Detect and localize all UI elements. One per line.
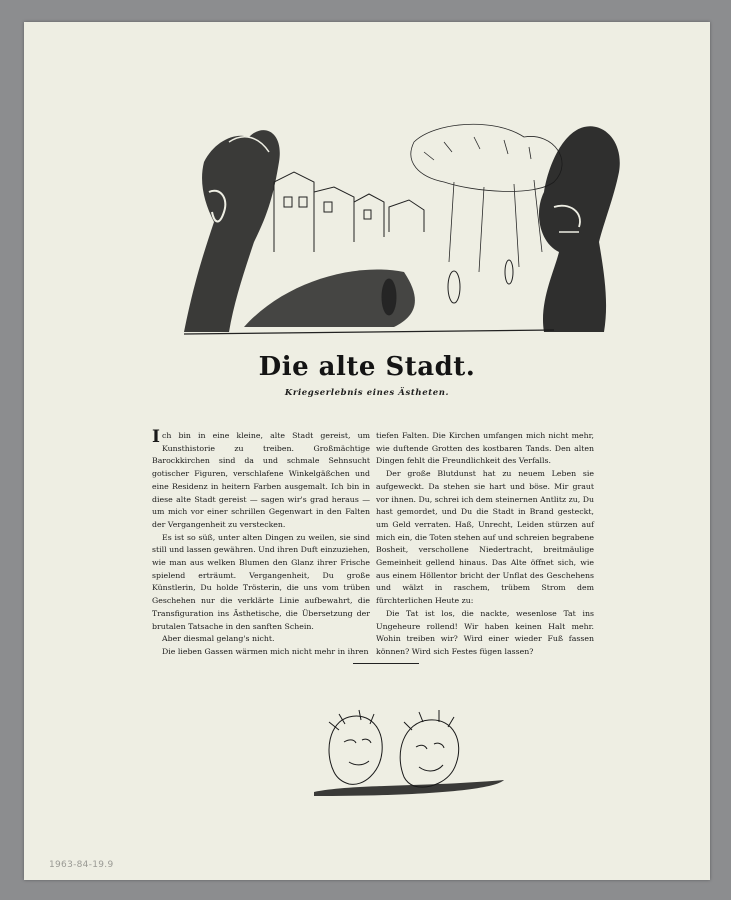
town-buildings (274, 172, 424, 252)
text-column-right (376, 430, 594, 659)
two-heads-illustration (304, 692, 524, 802)
trees (411, 124, 562, 272)
paragraph: Ich bin in eine kleine, alte Stadt gereist, um Kunsthistorie zu treiben. Großmächtige Barockkirchen sind da und schmale Sehnsucht gotischer Figuren, verschlafene Winkelgäßchen und eine Residenz in heitern Farben ausgemalt. Ich bin in diese alte Stadt gereist — sagen wir's grad heraus — um mich vor einer schrillen Gegenwart in den Falten der Vergangenheit zu verstecken. (152, 427, 370, 529)
paragraph: Aber diesmal gelang's nicht. (162, 634, 275, 644)
paragraph: tiefen Falten. Die Kirchen umfangen mich nicht mehr, wie duftende Grotten des kostbaren Tands. Den alten Dingen fehlt die Freundlichkeit des Verfalls. (376, 431, 594, 466)
left-grotesque-head (184, 130, 280, 332)
town-scene-illustration (174, 102, 634, 342)
right-grotesque-head (539, 126, 620, 332)
print-sheet (24, 22, 710, 880)
text-column-left (152, 427, 370, 659)
paragraph: Der große Blutdunst hat zu neuem Leben sie aufgeweckt. Da stehen sie hart und böse. Mir graut vor ihnen. Du, schrei ich dem steinernen Antlitz zu, Du hast gemordet, und Du die Stadt in Brand gesteckt, um Geld verraten. Haß, Unrecht, Leiden stürzen auf mich ein, die Toten stehen auf und schreien begrabene Bosheit, verschollene Niedertracht, breitmäulige Gemeinheit gellend hinaus. Das Alte öffnet sich, wie aus einem Höllentor bricht der Unflat des Geschehens und wälzt in raschem, trübem Strom dem fürchterlichen Heute zu: (376, 469, 594, 606)
page-title: Die alte Stadt. (258, 352, 476, 382)
page-subtitle: Kriegserlebnis eines Ästheten. (284, 388, 450, 398)
section-divider (353, 663, 419, 664)
paragraph: Die lieben Gassen wärmen mich nicht mehr in ihren (162, 646, 369, 656)
paragraph: Es ist so süß, unter alten Dingen zu weilen, sie sind still und lassen gewähren. Und ihren Duft einzuziehen, wie man aus welken Blumen den Glanz ihrer Frische spielend erträumt. Vergangenheit, Du große Künstlerin, Du holde Trösterin, die uns vom trüben Geschehen nur die verklärte Linie aufbewahrt, die Transfiguration ins Ästhetische, die Übersetzung der brutalen Tatsache in den sanften Schein. (152, 532, 370, 631)
inventory-number: 1963-84-19.9 (49, 860, 114, 870)
paragraph: Die Tat ist los, die nackte, wesenlose Tat ins Ungeheure rollend! Wir haben keinen Halt mehr. Wohin treiben wir? Wird einer wieder Fuß fassen können? Wird sich Festes fügen lassen? (376, 608, 594, 656)
